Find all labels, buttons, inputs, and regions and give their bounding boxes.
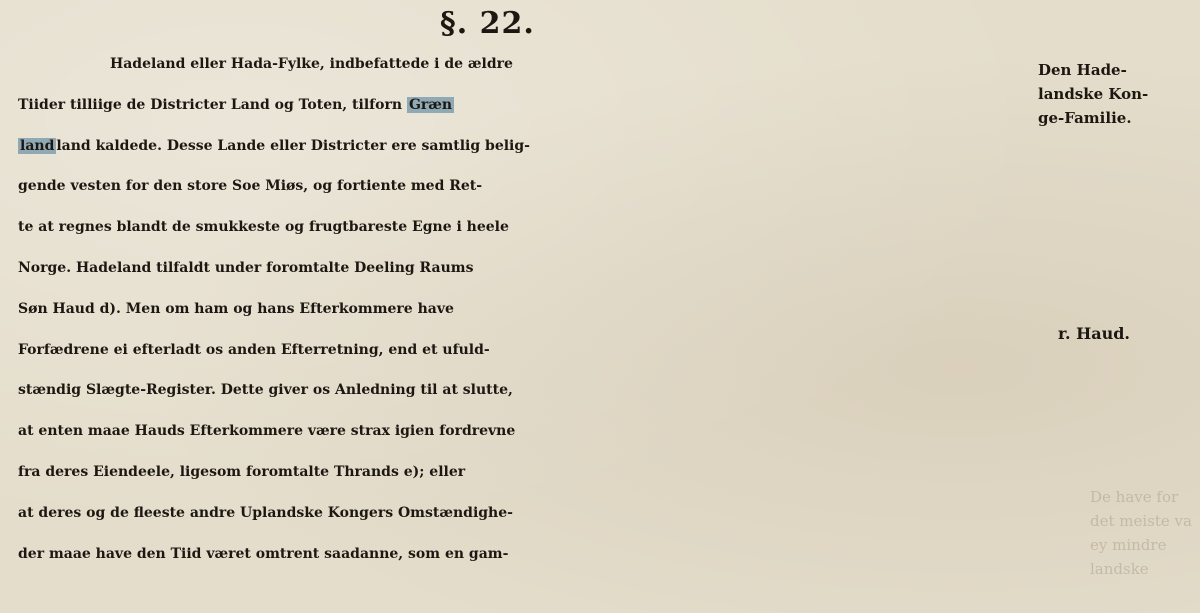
text-line: stændig Slægte-Register. Dette giver os Anledning til at slutte, bbox=[18, 382, 513, 399]
bleed-through-text: ey mindre bbox=[1090, 536, 1167, 554]
body-text bbox=[18, 44, 1018, 574]
text-line-segment: land kaldede. Desse Lande eller Districter ere samtlig belig- bbox=[56, 137, 530, 154]
section-heading: §. 22. bbox=[440, 6, 535, 41]
text-line: der maae have den Tiid været omtrent saadanne, som en gam- bbox=[18, 545, 509, 562]
text-line-segment: Tiider tilliige de Districter Land og Toten, tilforn bbox=[18, 96, 407, 113]
text-line bbox=[18, 126, 1018, 167]
text-line: gende vesten for den store Soe Miøs, og fortiente med Ret- bbox=[18, 178, 483, 195]
text-line: fra deres Eiendeele, ligesom foromtalte Thrands e); eller bbox=[18, 463, 466, 480]
text-line: Søn Haud d). Men om ham og hans Efterkommere have bbox=[18, 300, 454, 317]
bleed-through-text: landske bbox=[1090, 560, 1149, 578]
text-line: Hadeland eller Hada-Fylke, indbefattede i de ældre bbox=[110, 56, 513, 72]
highlighted-word: Græn bbox=[408, 96, 453, 113]
text-line: Forfædrene ei efterladt os anden Efterretning, end et ufuld- bbox=[18, 341, 490, 358]
text-line: Norge. Hadeland tilfaldt under foromtalte Deeling Raums bbox=[18, 259, 474, 276]
text-line bbox=[18, 85, 1018, 126]
margin-note-line: Den Hade- bbox=[1038, 61, 1127, 79]
text-line: at deres og de fleeste andre Uplandske Kongers Omstændighe- bbox=[18, 504, 513, 521]
highlighted-word: land bbox=[20, 137, 55, 154]
bleed-through-text: De have for bbox=[1090, 488, 1179, 506]
text-line: te at regnes blandt de smukkeste og frugtbareste Egne i heele bbox=[18, 219, 509, 236]
margin-note-line: ge-Familie. bbox=[1038, 109, 1132, 127]
bleed-through-text: det meiste va bbox=[1090, 512, 1192, 530]
text-line: at enten maae Hauds Efterkommere være strax igien fordrevne bbox=[18, 423, 516, 440]
margin-reference: r. Haud. bbox=[1058, 324, 1130, 343]
margin-note-line: landske Kon- bbox=[1038, 85, 1149, 103]
margin-note bbox=[1038, 58, 1188, 130]
